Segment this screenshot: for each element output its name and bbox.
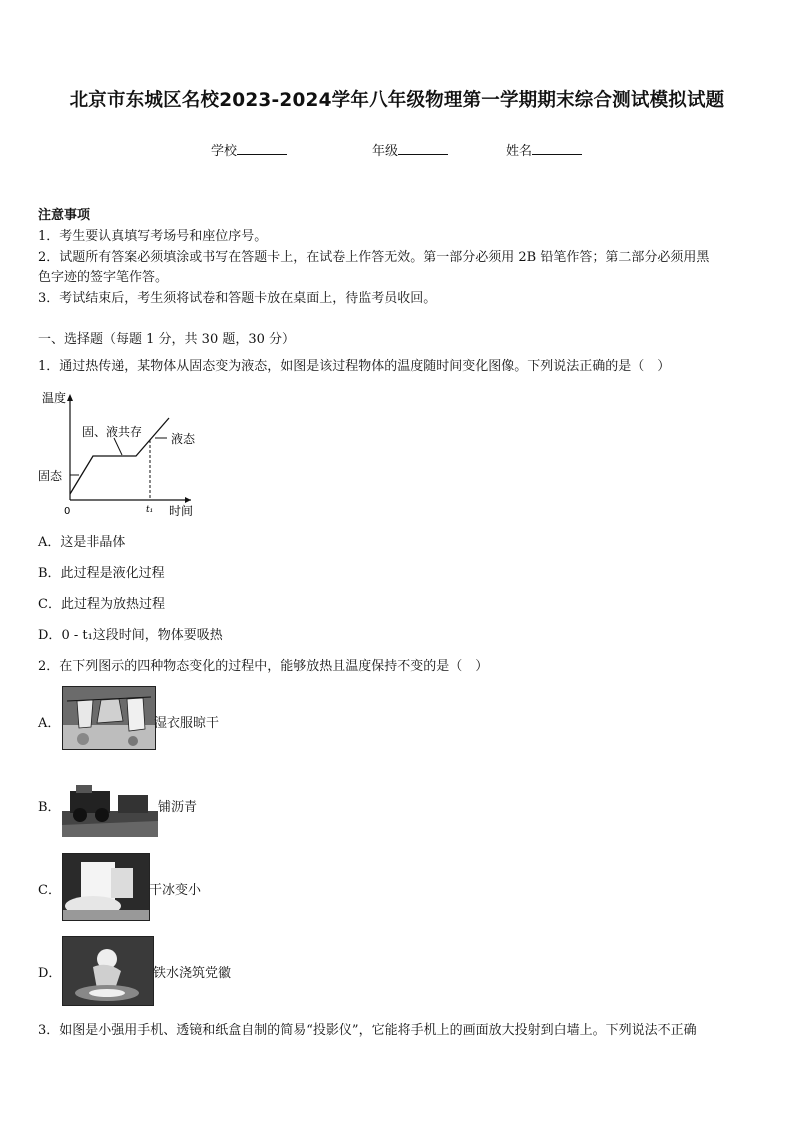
notes-heading: 注意事项: [38, 208, 91, 223]
q1-option-d-text: 0 - t₁这段时间，物体要吸热: [61, 628, 223, 643]
liquid-label: 液态: [171, 432, 196, 446]
notes-item-2: 2．试题所有答案必须填涂或书写在答题卡上，在试卷上作答无效。第一部分必须用 2B 铅笔作答；第二部分必须用黑: [38, 250, 710, 265]
q1-option-c[interactable]: [38, 593, 165, 612]
asphalt-paving-photo: [62, 781, 158, 837]
school-field: [211, 140, 287, 159]
q2-option-a-letter[interactable]: A．: [38, 716, 61, 731]
solid-label: 固态: [38, 469, 63, 483]
q2-option-d-caption: 铁水浇筑党徽: [153, 966, 232, 981]
q3-stem: 3．如图是小强用手机、透镜和纸盒自制的简易“投影仪”，它能将手机上的画面放大投射到白墙上。下列说法不正确: [38, 1023, 697, 1038]
q2-option-c-caption: 干冰变小: [149, 883, 202, 898]
q2-option-c-letter[interactable]: C．: [38, 883, 61, 898]
wet-clothes-drying-photo: [62, 686, 156, 750]
notes-item-3: 3．考试结束后，考生须将试卷和答题卡放在桌面上，待监考员收回。: [38, 291, 437, 306]
grade-label: 年级: [372, 144, 399, 159]
y-axis-arrow: [67, 394, 73, 401]
q1-option-d-letter: D．: [38, 628, 62, 643]
mixed-label: 固、液共存: [82, 425, 143, 439]
q1-option-b[interactable]: [38, 562, 165, 581]
name-blank[interactable]: [532, 142, 582, 155]
q1-option-a-text: 这是非晶体: [60, 535, 126, 550]
notes-item-2-cont: 色字迹的签字笔作答。: [38, 270, 169, 285]
origin-label: 0: [64, 506, 71, 517]
grade-field: [372, 140, 448, 159]
q1-option-a[interactable]: [38, 531, 125, 550]
notes-item-1: 1．考生要认真填写考场号和座位序号。: [38, 229, 268, 244]
temperature-time-graph: [36, 386, 206, 521]
q1-option-c-text: 此过程为放热过程: [60, 597, 165, 612]
q1-option-b-letter: B．: [38, 566, 61, 581]
q2-option-b-letter[interactable]: B．: [38, 800, 61, 815]
q2-option-d-letter[interactable]: D．: [38, 966, 62, 981]
t1-label: t₁: [146, 505, 154, 515]
mixed-pointer: [114, 438, 122, 455]
dry-ice-shrinking-photo: [62, 853, 150, 921]
grade-blank[interactable]: [398, 142, 448, 155]
q1-stem: 1．通过热传递，某物体从固态变为液态，如图是该过程物体的温度随时间变化图像。下列说法正确的是（ ）: [38, 359, 671, 374]
molten-iron-emblem-photo: [62, 936, 154, 1006]
name-field: [506, 140, 582, 159]
q1-option-b-text: 此过程是液化过程: [60, 566, 165, 581]
q1-option-d[interactable]: [38, 624, 223, 643]
name-label: 姓名: [506, 144, 533, 159]
q1-option-a-letter: A．: [38, 535, 61, 550]
q2-option-a-caption: 湿衣服晾干: [154, 716, 220, 731]
y-axis-label: 温度: [42, 391, 67, 405]
x-axis-label: 时间: [169, 504, 194, 518]
q2-stem: 2．在下列图示的四种物态变化的过程中，能够放热且温度保持不变的是（ ）: [38, 659, 489, 674]
q2-option-b-caption: 铺沥青: [158, 800, 198, 815]
school-label: 学校: [211, 144, 238, 159]
school-blank[interactable]: [237, 142, 287, 155]
q1-option-c-letter: C．: [38, 597, 61, 612]
section-heading: 一、选择题（每题 1 分，共 30 题，30 分）: [38, 332, 296, 347]
page-title: 北京市东城区名校2023-2024学年八年级物理第一学期期末综合测试模拟试题: [69, 90, 725, 111]
x-axis-arrow: [185, 497, 191, 503]
